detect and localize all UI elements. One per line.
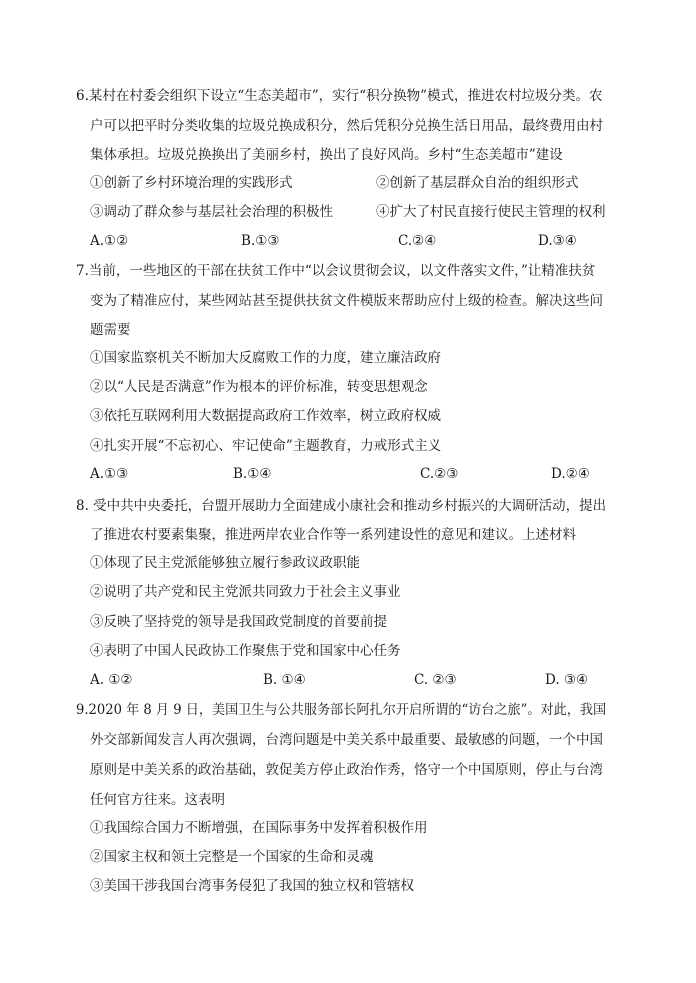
- statement-2: ②国家主权和领土完整是一个国家的生命和灵魂: [90, 849, 374, 865]
- choice-c: C.②③: [420, 466, 459, 482]
- question-stem-line: 7.当前，一些地区的干部在扶贫工作中“以会议贯彻会议，以文件落实文件，”让精准扶贫: [76, 263, 596, 279]
- question-stem-line: 集体承担。垃圾兑换换出了美丽乡村，换出了良好风尚。乡村“生态美超市”建设: [90, 147, 563, 163]
- choice-a: A.①③: [90, 466, 129, 482]
- statement-1: ①我国综合国力不断增强，在国际事务中发挥着积极作用: [90, 820, 428, 836]
- statement-3: ③反映了坚持党的领导是我国政党制度的首要前提: [90, 614, 387, 630]
- question-stem-line: 6.某村在村委会组织下设立“生态美超市”，实行“积分换物”模式，推进农村垃圾分类。农: [76, 88, 603, 104]
- statement-2: ②以“人民是否满意”作为根本的评价标准，转变思想观念: [90, 379, 428, 395]
- question-stem-line: 任何官方往来。这表明: [90, 792, 225, 808]
- statement-2: ②说明了共产党和民主党派共同致力于社会主义事业: [90, 584, 401, 600]
- question-stem-line: 了推进农村要素集聚，推进两岸农业合作等一系列建设性的意见和建议。上述材料: [90, 527, 576, 543]
- question-stem-line: 原则是中美关系的政治基础，敦促美方停止政治作秀，恪守一个中国原则，停止与台湾: [90, 762, 603, 778]
- choice-a: A. ①②: [90, 672, 133, 688]
- statement-4: ④表明了中国人民政协工作聚焦于党和国家中心任务: [90, 643, 401, 659]
- choice-c: C.②④: [398, 233, 437, 249]
- choice-b: B.①③: [241, 233, 280, 249]
- statement-3: ③美国干涉我国台湾事务侵犯了我国的独立权和管辖权: [90, 878, 414, 894]
- statement-2: ②创新了基层群众自治的组织形式: [376, 175, 579, 191]
- question-stem-line: 9.2020 年 8 月 9 日，美国卫生与公共服务部长阿扎尔开启所谓的“访台之旅”。对此，我国: [76, 702, 607, 718]
- choice-d: D.②④: [551, 466, 590, 482]
- choice-d: D.③④: [538, 233, 577, 249]
- choice-d: D. ③④: [545, 672, 589, 688]
- choice-a: A.①②: [90, 233, 129, 249]
- statement-3: ③依托互联网利用大数据提高政府工作效率，树立政府权威: [90, 408, 441, 424]
- question-stem-line: 变为了精准应付，某些网站甚至提供扶贫文件模版来帮助应付上级的检查。解决这些问: [90, 293, 603, 309]
- statement-4: ④扩大了村民直接行使民主管理的权利: [376, 204, 606, 220]
- question-stem-line: 题需要: [90, 322, 131, 338]
- choice-b: B.①④: [233, 466, 272, 482]
- question-stem-line: 外交部新闻发言人再次强调，台湾问题是中美关系中最重要、最敏感的问题，一个中国: [90, 732, 603, 748]
- statement-3: ③调动了群众参与基层社会治理的积极性: [90, 204, 333, 220]
- question-stem-line: 8. 受中共中央委托，台盟开展助力全面建成小康社会和推动乡村振兴的大调研活动，提出: [76, 498, 607, 514]
- statement-1: ①创新了乡村环境治理的实践形式: [90, 175, 293, 191]
- statement-1: ①国家监察机关不断加大反腐败工作的力度，建立廉洁政府: [90, 350, 441, 366]
- statement-4: ④扎实开展“不忘初心、牢记使命”主题教育，力戒形式主义: [90, 438, 442, 454]
- choice-c: C. ②③: [414, 672, 457, 688]
- question-stem-line: 户可以把平时分类收集的垃圾兑换成积分，然后凭积分兑换生活日用品，最终费用由村: [90, 118, 603, 134]
- statement-1: ①体现了民主党派能够独立履行参政议政职能: [90, 555, 360, 571]
- choice-b: B. ①④: [263, 672, 306, 688]
